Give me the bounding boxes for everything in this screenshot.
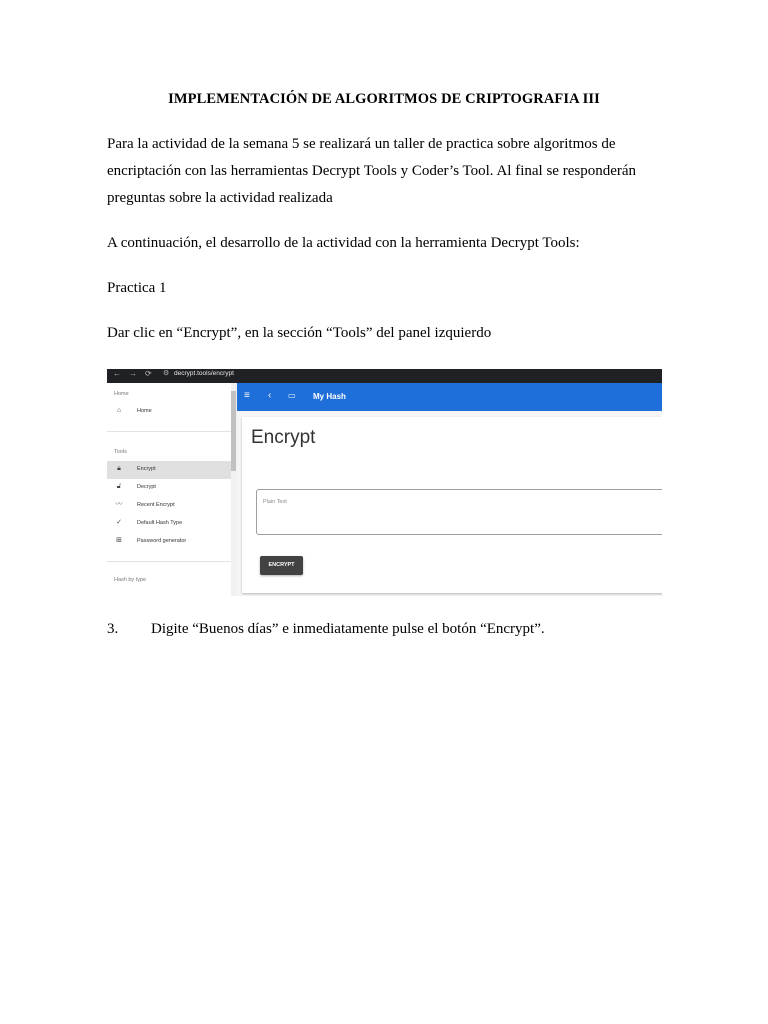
sidebar-item-password-generator[interactable] — [107, 533, 231, 551]
tune-icon[interactable]: ⚙ — [163, 370, 170, 377]
sidebar-section-tools: Tools — [114, 449, 127, 455]
sidebar-item-label: Decrypt — [137, 484, 156, 490]
step-text: Digite “Buenos días” e inmediatamente pulse el botón “Encrypt”. — [151, 621, 545, 637]
sidebar-item-label: Default Hash Type — [137, 520, 183, 526]
lock-icon: 🔒︎ — [117, 465, 121, 472]
address-bar[interactable]: decrypt.tools/encrypt — [174, 370, 234, 377]
sidebar-item-home[interactable] — [107, 403, 231, 421]
sidebar-divider — [107, 561, 231, 562]
step-item — [107, 616, 667, 643]
arrow-right-icon[interactable]: → — [129, 369, 137, 378]
intro-paragraph: Para la actividad de la semana 5 se realizará un taller de practica sobre algoritmos de encriptación con las herramientas Decrypt Tools y Coder’s Tool. Al final se responderán preguntas sobre la actividad realizada — [107, 136, 637, 206]
browser-toolbar — [107, 369, 662, 383]
trend-icon: 〰 — [115, 501, 123, 508]
sidebar-item-label: Home — [137, 408, 152, 414]
plain-text-placeholder: Plain Text — [263, 499, 287, 505]
sidebar-item-label: Encrypt — [137, 466, 156, 472]
sidebar-scrollbar-thumb[interactable] — [231, 391, 236, 471]
keyboard-icon[interactable]: ▭ — [288, 391, 296, 400]
unlock-icon: 🔓︎ — [116, 483, 122, 490]
sidebar-item-default-hash-type[interactable] — [107, 515, 231, 533]
plus-box-icon: ⊞ — [116, 537, 122, 544]
reload-icon[interactable]: ⟳ — [145, 369, 152, 378]
sidebar-item-encrypt[interactable] — [107, 461, 231, 479]
sidebar-item-recent-encrypt[interactable] — [107, 497, 231, 515]
sidebar-divider — [107, 431, 231, 432]
sidebar — [107, 383, 231, 596]
encrypt-card — [242, 417, 662, 593]
step-number: 3. — [107, 621, 119, 637]
arrow-left-icon[interactable]: ← — [113, 369, 121, 378]
instruction-paragraph: Dar clic en “Encrypt”, en la sección “Tools” del panel izquierdo — [107, 325, 492, 341]
app-bar — [237, 383, 662, 411]
sidebar-section-home: Home — [114, 391, 129, 397]
sidebar-item-label: Recent Encrypt — [137, 502, 175, 508]
encrypt-button[interactable]: ENCRYPT — [260, 556, 303, 575]
document-title: IMPLEMENTACIÓN DE ALGORITMOS DE CRIPTOGRAFIA III — [168, 91, 600, 107]
home-icon: ⌂ — [116, 407, 122, 414]
page-title: Encrypt — [251, 427, 316, 448]
plain-text-input[interactable] — [256, 489, 662, 535]
app-title: My Hash — [313, 392, 346, 401]
embedded-screenshot — [107, 369, 662, 596]
context-paragraph: A continuación, el desarrollo de la actividad con la herramienta Decrypt Tools: — [107, 235, 580, 251]
sidebar-section-hash-by-type: Hash by type — [114, 577, 147, 583]
menu-icon[interactable]: ≡ — [244, 390, 250, 401]
sidebar-item-label: Password generator — [137, 538, 187, 544]
chevron-left-icon[interactable]: ‹ — [268, 390, 272, 401]
practice-heading: Practica 1 — [107, 280, 167, 296]
sidebar-item-decrypt[interactable] — [107, 479, 231, 497]
main-content — [237, 411, 662, 596]
check-icon: ✓ — [116, 519, 122, 526]
